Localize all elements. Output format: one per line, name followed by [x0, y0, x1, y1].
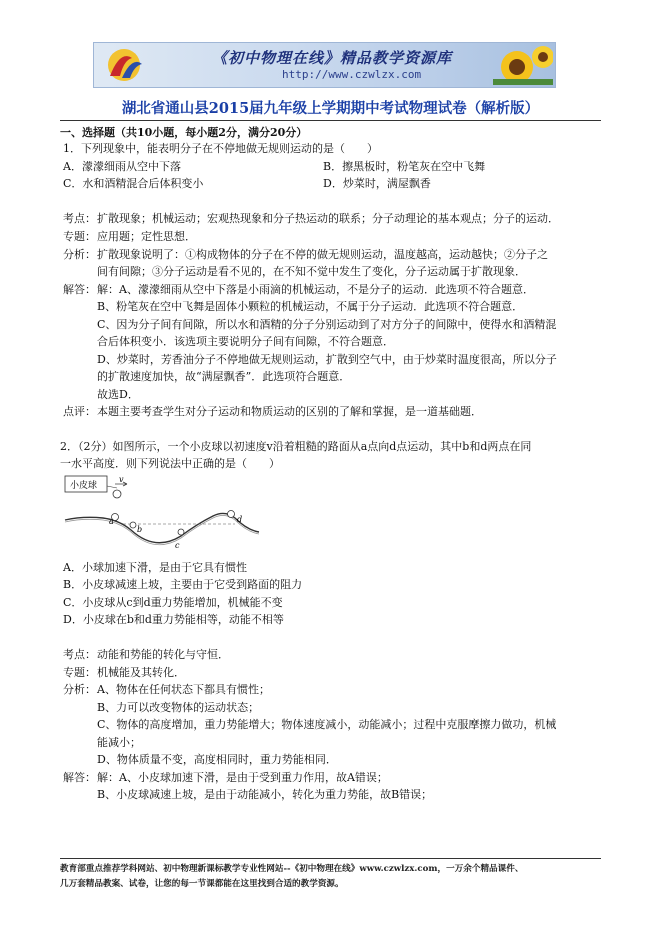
q1-jieda-line: 解：A、濛濛细雨从空中下落是小雨滴的机械运动，不是分子的运动．此选项不符合题意．: [97, 283, 534, 296]
site-logo-icon: [102, 46, 146, 84]
header-banner: [93, 42, 556, 88]
road-curve: [65, 513, 259, 542]
q2-stem-line: 2．（2分）如图所示，一个小皮球以初速度v沿着粗糙的路面从a点向d点运动，其中b和d两点在同: [60, 440, 532, 453]
q2-option-a: A．小球加速下滑，是由于它具有惯性: [63, 561, 247, 574]
q1-fenxi-label: 分析：: [63, 248, 96, 261]
section-heading: 一、选择题（共10小题，每小题2分，满分20分）: [60, 126, 308, 139]
q1-fenxi-line: 扩散现象说明了：①构成物体的分子在不停的做无规则运动，温度越高，运动越快；②分子之: [97, 248, 548, 261]
q1-kaodian: 扩散现象；机械运动；宏观热现象和分子热运动的联系；分子动理论的基本观点；分子的运动．: [97, 212, 559, 225]
q2-fenxi-label: 分析：: [63, 683, 96, 696]
q2-option-d: D．小皮球在b和d重力势能相等，动能不相等: [63, 613, 284, 626]
q2-fenxi-line: D、物体质量不变，高度相同时，重力势能相同．: [97, 753, 337, 766]
banner-title: 《初中物理在线》精品教学资源库: [212, 49, 453, 67]
q2-kaodian: 动能和势能的转化与守恒．: [97, 648, 229, 661]
q1-stem: 1．下列现象中，能表明分子在不停地做无规则运动的是（ ）: [63, 142, 378, 155]
q2-zhuanti: 机械能及其转化．: [97, 666, 185, 679]
q2-fenxi-line: B、力可以改变物体的运动状态；: [97, 701, 260, 714]
footer-line: 几万套精品教案、试卷，让您的每一节课都能在这里找到合适的教学资源。: [60, 879, 344, 889]
q1-jieda-line: D、炒菜时，芳香油分子不停地做无规则运动，扩散到空气中，由于炒菜时温度很高，所以分子: [97, 353, 557, 366]
q1-fenxi-line: 间有间隙；③分子运动是看不见的，在不知不觉中发生了变化，分子运动属于扩散现象．: [97, 265, 526, 278]
ball-icon: [228, 511, 235, 518]
q2-stem-line: 一水平高度．则下列说法中正确的是（ ）: [60, 457, 280, 470]
footer-divider: [60, 858, 601, 859]
q2-zhuanti-label: 专题：: [63, 666, 96, 679]
ball-icon: [113, 490, 121, 498]
document-title: 湖北省通山县2015届九年级上学期期中考试物理试卷（解析版）: [121, 100, 540, 117]
q1-jieda-line: C、因为分子间有间隙，所以水和酒精的分子分别运动到了对方分子的间隙中，使得水和酒精混: [97, 318, 557, 331]
q1-dianping: 本题主要考查学生对分子运动和物质运动的区别的了解和掌握，是一道基础题．: [97, 405, 482, 418]
svg-text:d: d: [237, 515, 243, 524]
ball-icon: [130, 522, 136, 528]
sunflower-icon: [493, 45, 553, 85]
q1-option-b: B．擦黑板时，粉笔灰在空中飞舞: [323, 160, 486, 173]
svg-text:b: b: [137, 525, 143, 534]
svg-text:a: a: [109, 517, 114, 526]
q2-fenxi-line: A、物体在任何状态下都具有惯性；: [97, 683, 270, 696]
q2-fenxi-line: 能减小；: [97, 736, 141, 749]
q2-jieda-label: 解答：: [63, 771, 96, 784]
q1-option-a: A．濛濛细雨从空中下落: [63, 160, 181, 173]
footer-line: 教育部重点推荐学科网站、初中物理新课标教学专业性网站--《初中物理在线》www.czwlzx.com，一万余个精品课件、: [60, 864, 524, 874]
diagram-box-label: 小皮球: [70, 481, 98, 491]
svg-text:v: v: [119, 475, 124, 484]
q2-fenxi-line: C、物体的高度增加，重力势能增大；物体速度减小，动能减小；过程中克服摩擦力做功，机械: [97, 718, 557, 731]
q2-ball-road-diagram: [63, 474, 263, 554]
q1-jieda-line: B、粉笔灰在空中飞舞是固体小颗粒的机械运动，不属于分子运动．此选项不符合题意．: [97, 300, 524, 313]
ball-icon: [178, 529, 184, 535]
q1-zhuanti-label: 专题：: [63, 230, 96, 243]
q1-option-c: C．水和酒精混合后体积变小: [63, 177, 204, 190]
q1-jieda-line: 故选D．: [97, 388, 139, 401]
q1-jieda-line: 的扩散速度加快，故“满屋飘香”．此选项符合题意．: [97, 370, 351, 383]
q1-jieda-label: 解答：: [63, 283, 96, 296]
q2-option-c: C．小皮球从c到d重力势能增加，机械能不变: [63, 596, 283, 609]
q1-jieda-line: 合后体积变小．该选项主要说明分子间有间隙，不符合题意．: [97, 335, 394, 348]
q2-option-b: B．小皮球减速上坡，主要由于它受到路面的阻力: [63, 578, 303, 591]
q1-option-d: D．炒菜时，满屋飘香: [323, 177, 431, 190]
title-divider: [60, 120, 601, 121]
q2-jieda-line: 解：A、小皮球加速下滑，是由于受到重力作用，故A错误；: [97, 771, 388, 784]
svg-text:c: c: [175, 541, 180, 550]
q1-dianping-label: 点评：: [63, 405, 96, 418]
q2-kaodian-label: 考点：: [63, 648, 96, 661]
banner-url: http://www.czwlzx.com: [282, 68, 422, 81]
q1-kaodian-label: 考点：: [63, 212, 96, 225]
q1-zhuanti: 应用题；定性思想．: [97, 230, 196, 243]
q2-jieda-line: B、小皮球减速上坡，是由于动能减小，转化为重力势能，故B错误；: [97, 788, 433, 801]
